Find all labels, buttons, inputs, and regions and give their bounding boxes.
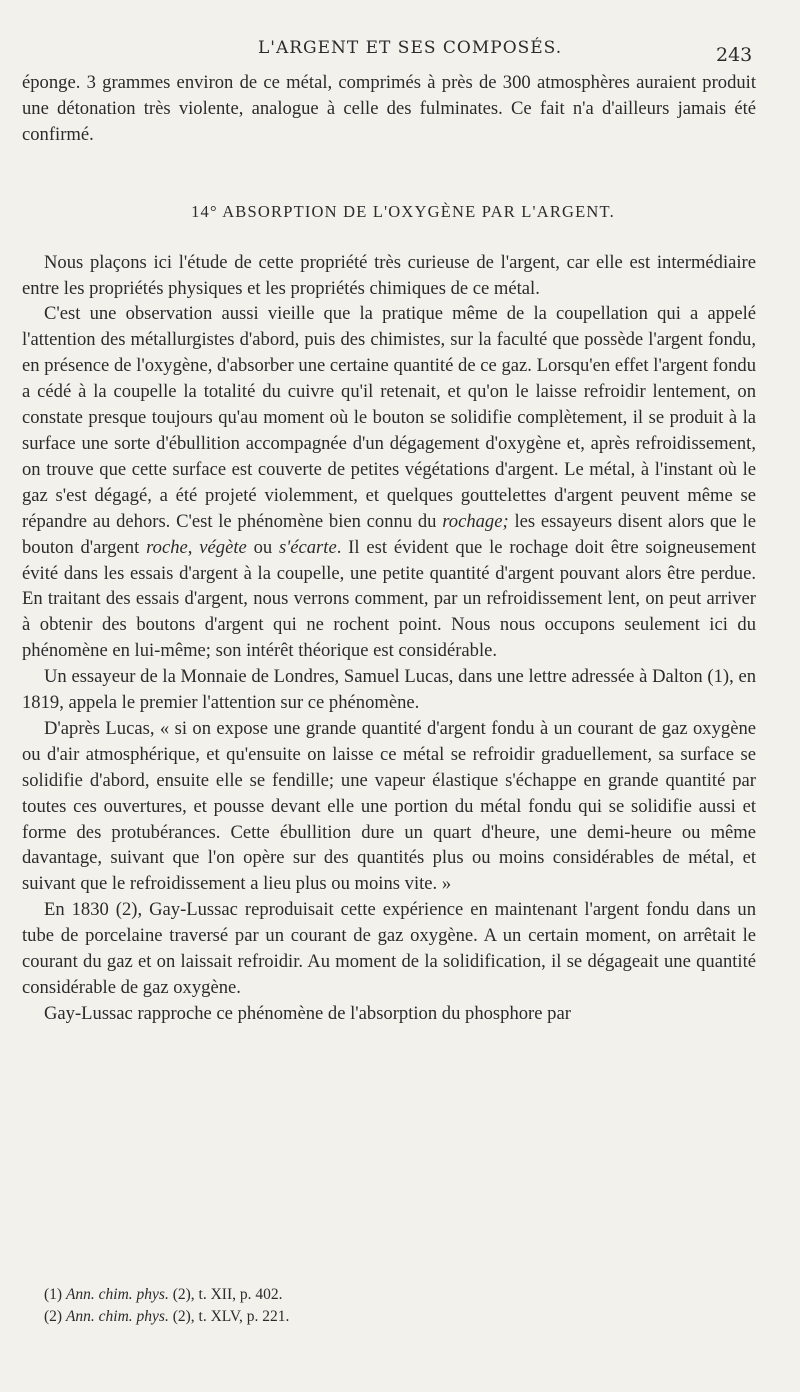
term-rochage: rochage; xyxy=(442,510,509,532)
text-segment: . Il est évident que le rochage doit être soigneusement évité dans les essais d'argent à la coupelle, une petite quantité d'argent pouvant alors être perdue. En traitant des essais d'argent, nous verrons comment, par un refroidissement lent, on peut arriver à obtenir des boutons d'argent qui ne rochent point. Nous nous occupons seulement ici du phénomène en lui-même; son intérêt théorique est considérable. xyxy=(22,536,757,662)
text-segment: , xyxy=(187,536,193,558)
text-segment: C'est une observation aussi vieille que la pratique même de la coupellation qui a appelé l'attention des métallurgistes d'abord, puis des chimistes, sur la faculté que possède l'argent fondu, en présence de l'oxygène, d'absorber une certaine quantité de ce gaz. Lorsqu'en effet l'argent fondu a cédé à la coupelle la totalité du cuivre qu'il retenait, et qu'on le laisse refroidir lentement, on constate presque toujours qu'au moment où le bouton se solidifie complètement, il se produit à la surface une sorte d'ébullition accompagnée d'un dégagement d'oxygène et, après refroidissement, on trouve que cette surface est couverte de petites végétations d'argent. Le métal, à l'instant où le gaz s'est dégagé, a été projeté violemment, et quelques gouttelettes d'argent peuvent même se répandre au dehors. C'est le phénomène bien connu du xyxy=(22,303,756,532)
term-vegete: végète xyxy=(199,536,247,558)
term-ecarte: s'écarte xyxy=(279,536,337,558)
text-segment: les essayeurs disent alors que le bouton d'argent xyxy=(22,510,756,558)
footnote-journal: Ann. chim. phys. xyxy=(65,1286,169,1303)
footnote-ref: (2), t. XLV, p. 221. xyxy=(172,1308,290,1325)
section-title: 14° ABSORPTION DE L'OXYGÈNE PAR L'ARGENT. xyxy=(191,201,615,221)
paragraph-coupellation xyxy=(22,301,756,664)
footnote-ref: (2), t. XII, p. 402. xyxy=(172,1286,283,1303)
footnote-journal: Ann. chim. phys. xyxy=(65,1308,169,1325)
footnote-mark: (2) xyxy=(44,1308,63,1325)
running-head: L'ARGENT ET SES COMPOSÉS. xyxy=(258,38,563,58)
paragraph-lucas-quote: D'après Lucas, « si on expose une grande quantité d'argent fondu à un courant de gaz oxygène ou d'air atmosphérique, et qu'ensuite on laisse ce métal se refroidir graduellement, sa surface se solidifie d'abord, ensuite elle se fendille; une vapeur élastique s'échappe en grande quantité par toutes ces ouvertures, et pousse devant elle une portion du métal fondu qui se solidifie aussi et forme des protubérances. Cette ébullition dure un quart d'heure, une demi-heure ou même davantage, suivant que l'on opère sur des quantités plus ou moins considérables de métal, et suivant que le refroidissement a lieu plus ou moins vite. » xyxy=(22,717,756,895)
footnotes xyxy=(44,1284,744,1328)
page-number: 243 xyxy=(716,44,753,66)
paragraph-lucas-letter: Un essayeur de la Monnaie de Londres, Samuel Lucas, dans une lettre adressée à Dalton (1), en 1819, appela le premier l'attention sur ce phénomène. xyxy=(22,666,756,714)
paragraph-gay-lussac: En 1830 (2), Gay-Lussac reproduisait cette expérience en maintenant l'argent fondu dans un tube de porcelaine traversé par un courant de gaz oxygène. A un certain moment, on arrêtait le courant du gaz et on laissait refroidir. Au moment de la solidification, il se dégageait une quantité considérable de gaz oxygène. xyxy=(22,899,756,998)
footnote-1 xyxy=(44,1284,744,1306)
paragraph-continuation: éponge. 3 grammes environ de ce métal, comprimés à près de 300 atmosphères auraient produit une détonation très violente, analogue à celle des fulminates. Ce fait n'a d'ailleurs jamais été confirmé. xyxy=(22,72,756,145)
footnote-mark: (1) xyxy=(44,1286,63,1303)
footnote-2 xyxy=(44,1306,744,1328)
term-roche: roche xyxy=(146,536,188,558)
paragraph-phosphore: Gay-Lussac rapproche ce phénomène de l'absorption du phosphore par xyxy=(44,1002,571,1024)
paragraph-intro: Nous plaçons ici l'étude de cette propriété très curieuse de l'argent, car elle est intermédiaire entre les propriétés physiques et les propriétés chimiques de ce métal. xyxy=(22,251,756,299)
text-segment: ou xyxy=(253,536,273,558)
body-text xyxy=(22,70,756,1027)
